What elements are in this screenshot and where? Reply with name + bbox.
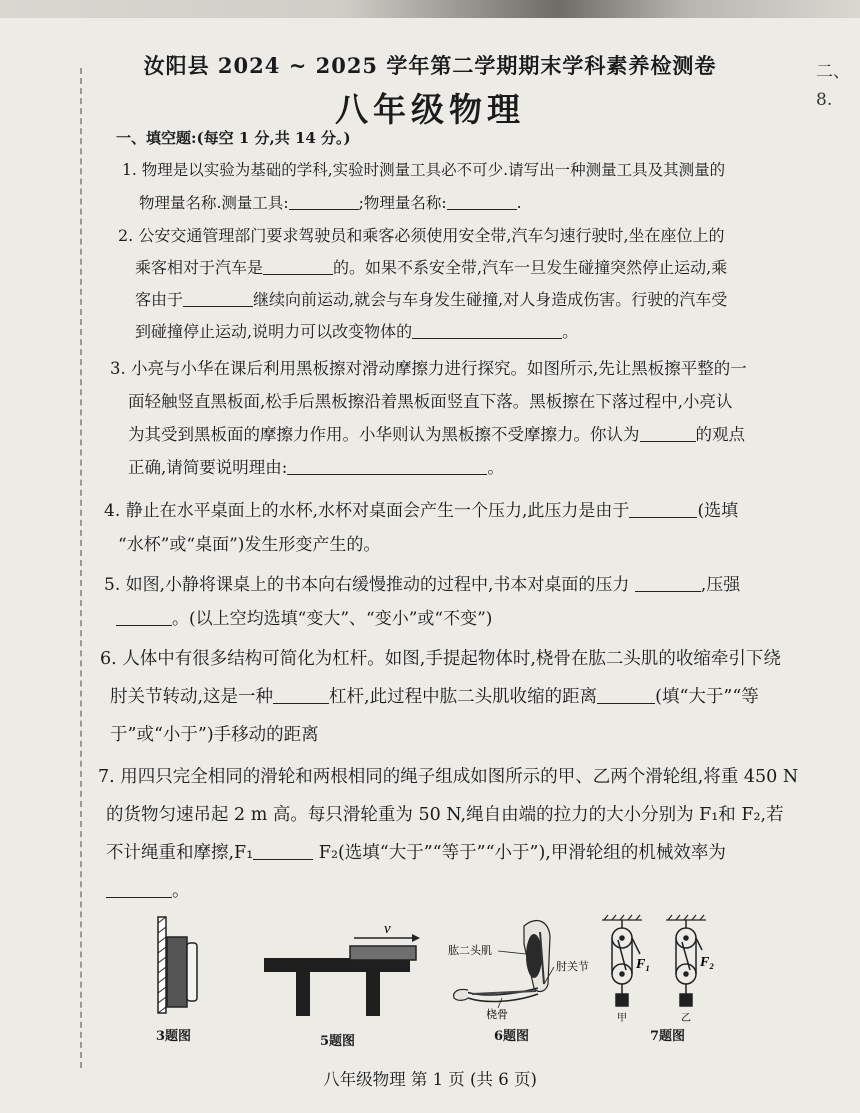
- binding-margin-line: [80, 68, 82, 1068]
- q3-line-3: 为其受到黑板面的摩擦力作用。小华则认为黑板擦不受摩擦力。你认为 的观点: [128, 425, 745, 444]
- exam-title: 八年级物理: [335, 90, 525, 129]
- book: [350, 946, 416, 960]
- figure-5: [258, 920, 420, 1020]
- q5-line-2: 。(以上空均选填“变大”、“变小”或“不变”): [104, 602, 740, 636]
- question-7: [98, 758, 798, 910]
- q6-line-3: 于”或“小于”)手移动的距离: [110, 725, 319, 745]
- q7-line-2: 的货物匀速吊起 2 m 高。每只滑轮重为 50 N,绳自由端的拉力的大小分别为 F₁和 F₂,若: [106, 805, 784, 825]
- q3-line-4: 正确,请简要说明理由: 。: [128, 458, 504, 477]
- figure-3: [150, 915, 210, 1015]
- q6-line-1: 6. 人体中有很多结构可简化为杠杆。如图,手提起物体时,桡骨在肱二头肌的收缩牵引下绕: [100, 649, 781, 669]
- q1-line-2: 物理量名称.测量工具: ;物理量名称: .: [122, 187, 725, 220]
- label-jia: 甲: [617, 1013, 627, 1024]
- section-heading: 一、填空题:(每空 1 分,共 14 分。): [116, 129, 351, 147]
- answer-blank[interactable]: [263, 256, 333, 275]
- velocity-label: v: [384, 921, 391, 937]
- answer-blank[interactable]: [635, 573, 701, 592]
- q2-line-4: 到碰撞停止运动,说明力可以改变物体的 。: [135, 322, 579, 341]
- question-3: [110, 352, 747, 484]
- q3-line-2: 面轻触竖直黑板面,松手后黑板擦沿着黑板面竖直下落。黑板擦在下落过程中,小亮认: [128, 392, 733, 411]
- blackboard-eraser: [167, 937, 197, 1007]
- answer-blank[interactable]: [629, 499, 697, 518]
- question-1: [122, 154, 725, 220]
- answer-blank[interactable]: [287, 456, 487, 475]
- desk: [264, 958, 410, 1016]
- figure-3-caption: 3题图: [156, 1029, 192, 1044]
- exam-subtitle: 汝阳县 2024 ~ 2025 学年第二学期期末学科素养检测卷: [143, 53, 717, 78]
- question-4: [104, 494, 738, 562]
- answer-blank[interactable]: [273, 685, 329, 704]
- label-biceps: 肱二头肌: [448, 945, 492, 957]
- page-footer: 八年级物理 第 1 页 (共 6 页): [323, 1070, 537, 1089]
- answer-blank[interactable]: [116, 607, 172, 626]
- figure-6: [446, 914, 596, 1022]
- answer-blank[interactable]: [183, 288, 253, 307]
- question-5: [104, 568, 740, 636]
- q4-line-1: 4. 静止在水平桌面上的水杯,水杯对桌面会产生一个压力,此压力是由于 (选填: [104, 501, 739, 521]
- ceiling-supports: [602, 915, 706, 920]
- answer-blank[interactable]: [253, 841, 313, 860]
- label-elbow: 肘关节: [556, 961, 589, 973]
- q2-line-3: 客由于 继续向前运动,就会与车身发生碰撞,对人身造成伤害。行驶的汽车受: [135, 290, 728, 309]
- label-f1: F₁: [636, 957, 651, 972]
- answer-blank[interactable]: [412, 320, 562, 339]
- question-6: [100, 640, 781, 754]
- figure-5-caption: 5题图: [320, 1034, 356, 1049]
- biceps-muscle: [526, 934, 542, 978]
- answer-blank[interactable]: [447, 191, 517, 210]
- pulley-system-yi: [676, 920, 702, 1006]
- arm-drawing: [454, 921, 550, 1002]
- q2-line-1: 2. 公安交通管理部门要求驾驶员和乘客必须使用安全带,汽车匀速行驶时,坐在座位上的: [118, 226, 725, 245]
- answer-blank[interactable]: [597, 685, 655, 704]
- q3-line-1: 3. 小亮与小华在课后利用黑板擦对滑动摩擦力进行探究。如图所示,先让黑板擦平整的一: [110, 359, 747, 378]
- question-2: [118, 220, 727, 348]
- q6-line-2: 肘关节转动,这是一种 杠杆,此过程中肱二头肌收缩的距离 (填“大于”“等: [110, 687, 759, 707]
- q1-line-1: 1. 物理是以实验为基础的学科,实验时测量工具必不可少.请写出一种测量工具及其测量的: [122, 161, 726, 179]
- scan-top-edge: [0, 0, 860, 18]
- answer-blank[interactable]: [289, 191, 359, 210]
- next-page-fragment: 二、 8.: [816, 62, 850, 110]
- q4-line-2: “水杯”或“桌面”)发生形变产生的。: [118, 535, 381, 555]
- figure-7-caption: 7题图: [650, 1029, 686, 1044]
- vertical-blackboard: [158, 917, 166, 1013]
- label-radius: 桡骨: [486, 1009, 508, 1021]
- figure-6-caption: 6题图: [494, 1029, 530, 1044]
- answer-blank[interactable]: [106, 879, 172, 898]
- q7-line-3: 不计绳重和摩擦,F₁ F₂(选填“大于”“等于”“小于”),甲滑轮组的机械效率为: [106, 843, 726, 863]
- q5-line-1: 5. 如图,小静将课桌上的书本向右缓慢推动的过程中,书本对桌面的压力 ,压强: [104, 575, 741, 595]
- label-f2: F₂: [700, 955, 715, 970]
- figure-7: [596, 914, 726, 1024]
- answer-blank[interactable]: [640, 423, 696, 442]
- q2-line-2: 乘客相对于汽车是 的。如果不系安全带,汽车一旦发生碰撞突然停止运动,乘: [135, 258, 728, 277]
- label-yi: 乙: [681, 1013, 691, 1024]
- q7-line-4: 。: [98, 872, 798, 910]
- q7-line-1: 7. 用四只完全相同的滑轮和两根相同的绳子组成如图所示的甲、乙两个滑轮组,将重 450 N: [98, 767, 799, 787]
